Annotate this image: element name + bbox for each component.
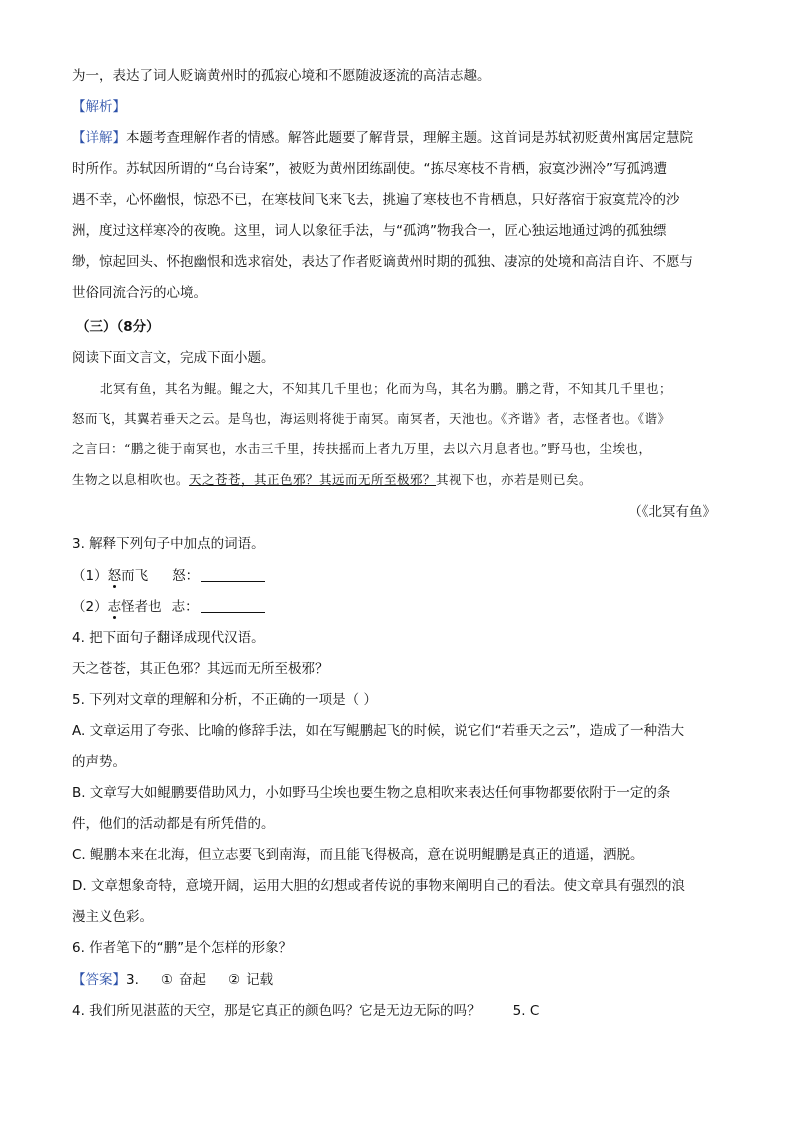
answer-label: 【答案】	[72, 972, 126, 988]
detail-line-3: 遇不幸，心怀幽恨，惊恐不已，在寒枝间飞来飞去，挑遍了寒枝也不肯栖息，只好落宿于寂寞荒冷的沙	[72, 192, 680, 208]
passage-line-1: 北冥有鱼，其名为鲲。鲲之大，不知其几千里也；化而为鸟，其名为鹏。鹏之背，不知其几千里也；	[100, 381, 673, 396]
q5-option-a-1: A. 文章运用了夸张、比喻的修辞手法，如在写鲲鹏起飞的时候，说它们“若垂天之云”，造成了一种浩大	[72, 723, 685, 739]
detail-line-2: 时所作。苏轼因所谓的“乌台诗案”，被贬为黄州团练副使。“拣尽寒枝不肯栖，寂寞沙洲冷”写孤鸿遭	[72, 161, 667, 177]
detail-line-6: 世俗同流合污的心境。	[72, 285, 207, 301]
circled-1: ①	[160, 972, 173, 988]
detail-line-4: 洲，度过这样寒冷的夜晚。这里，词人以象征手法，与“孤鸿”物我合一，匠心独运地通过鸿的孤独缥	[72, 223, 667, 239]
q5-option-a-2: 的声势。	[72, 754, 126, 770]
passage-line-3: 之言曰：“鹏之徙于南冥也，水击三千里，抟扶摇而上者九万里，去以六月息者也。”野马也，尘埃也，	[72, 441, 652, 456]
analysis-label: 【解析】	[72, 99, 126, 115]
q3-item-2: （2）志怪者也 志：	[72, 598, 265, 616]
passage-line-2: 怒而飞，其翼若垂天之云。是鸟也，海运则将徙于南冥。南冥者，天池也。《齐谐》者，志怪者也。《谐》	[72, 411, 671, 426]
circled-2: ②	[228, 972, 241, 988]
q5-option-c: C. 鲲鹏本来在北海，但立志要飞到南海，而且能飞得极高，意在说明鲲鹏是真正的逍遥，洒脱。	[72, 847, 644, 863]
answer-line: 【答案】3. ① 奋起 ② 记载	[72, 972, 274, 988]
instruction: 阅读下面文言文，完成下面小题。	[72, 350, 275, 366]
q3-stem: 3. 解释下列句子中加点的词语。	[72, 536, 265, 552]
detail-line-5: 缈，惊起回头、怀抱幽恨和选求宿处，表达了作者贬谪黄州时期的孤独、凄凉的处境和高洁自许、不愿与	[72, 254, 693, 270]
dotted-word-2: 志	[107, 599, 122, 615]
q5-option-d-1: D. 文章想象奇特，意境开阔，运用大胆的幻想或者传说的事物来阐明自己的看法。使文章具有强烈的浪	[72, 878, 685, 894]
q4-stem: 4. 把下面句子翻译成现代汉语。	[72, 630, 265, 646]
section-title: （三）（8分）	[76, 319, 160, 335]
q5-option-b-2: 件，他们的活动都是有所凭借的。	[72, 816, 275, 832]
dotted-word-1: 怒	[107, 568, 122, 584]
detail-line-1: 【详解】本题考查理解作者的情感。解答此题要了解背景，理解主题。这首词是苏轼初贬黄州寓居定慧院	[72, 130, 693, 146]
passage-source: （《北冥有鱼》	[628, 504, 716, 520]
answer-q4-q5: 4. 我们所见湛蓝的天空，那是它真正的颜色吗？它是无边无际的吗？ 5. C	[72, 1003, 540, 1019]
q4-sentence: 天之苍苍，其正色邪？其远而无所至极邪？	[72, 661, 329, 677]
underlined-sentence: 天之苍苍，其正色邪？其远而无所至极邪？	[189, 472, 437, 487]
passage-line-4: 生物之以息相吹也。天之苍苍，其正色邪？其远而无所至极邪？其视下也，亦若是则已矣。	[72, 472, 593, 487]
q3-item-1: （1）怒而飞 怒：	[72, 567, 265, 585]
answer-blank-1[interactable]	[201, 568, 265, 582]
answer-continuation: 为一，表达了词人贬谪黄州时的孤寂心境和不愿随波逐流的高洁志趣。	[72, 68, 491, 84]
answer-blank-2[interactable]	[201, 599, 265, 613]
q6-stem: 6. 作者笔下的“鹏”是个怎样的形象？	[72, 940, 293, 956]
q5-option-d-2: 漫主义色彩。	[72, 909, 153, 925]
q5-stem: 5. 下列对文章的理解和分析，不正确的一项是（ ）	[72, 692, 377, 708]
detail-label: 【详解】	[72, 130, 126, 146]
q5-option-b-1: B. 文章写大如鲲鹏要借助风力，小如野马尘埃也要生物之息相吹来表达任何事物都要依附于一定的条	[72, 785, 671, 801]
